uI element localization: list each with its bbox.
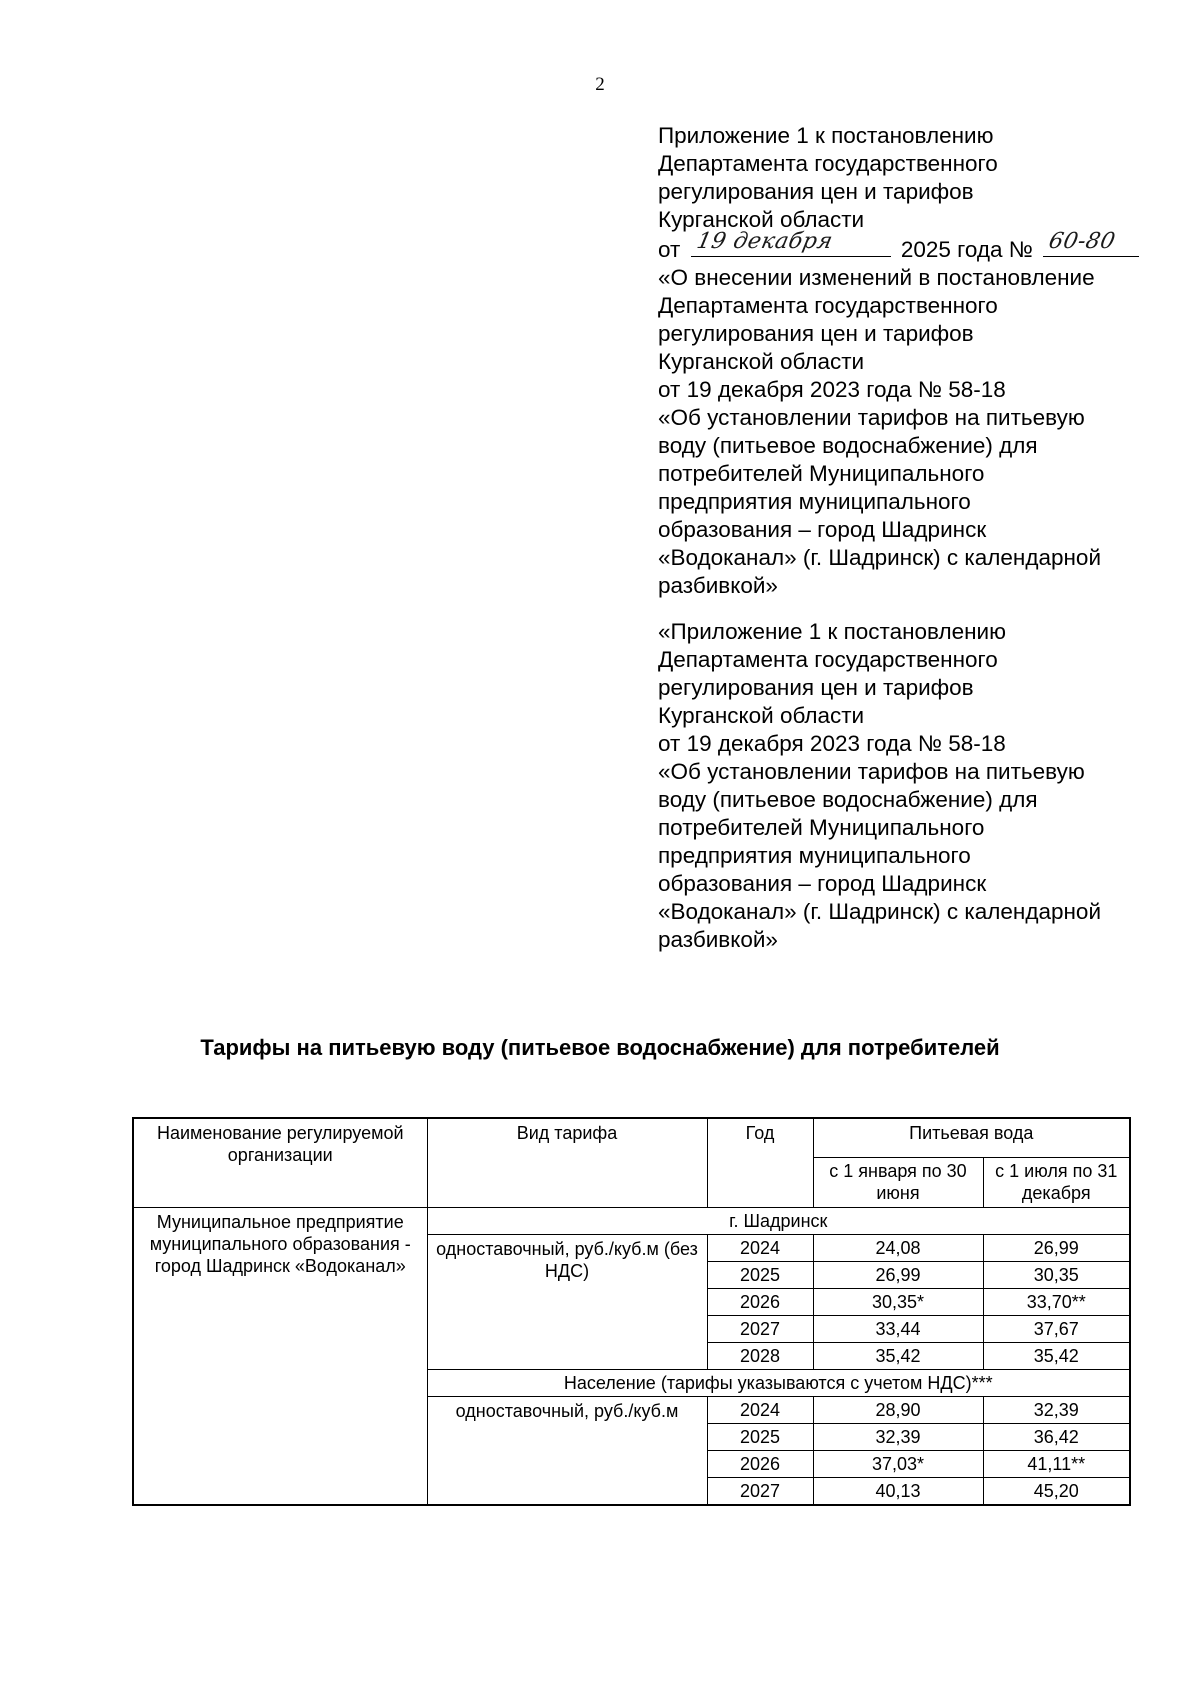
year-cell: 2025	[707, 1262, 813, 1289]
appendix-line: Курганской области	[658, 349, 865, 374]
appendix-line: разбивкой»	[658, 573, 778, 598]
appendix-line: предприятия муниципального	[658, 489, 971, 514]
period-2-value: 26,99	[983, 1235, 1130, 1262]
appendix-line: регулирования цен и тарифов	[658, 675, 974, 700]
period-2-value: 35,42	[983, 1343, 1130, 1370]
appendix-line: образования – город Шадринск	[658, 517, 987, 542]
year-cell: 2028	[707, 1343, 813, 1370]
header-water: Питьевая вода	[813, 1118, 1130, 1158]
appendix-line: от 19 декабря 2023 года № 58-18	[658, 731, 1006, 756]
section-title: г. Шадринск	[427, 1208, 1130, 1235]
organization-cell: Муниципальное предприятие муниципального образования - город Шадринск «Водоканал»	[133, 1208, 427, 1506]
tariff-type-cell: одноставочный, руб./куб.м	[427, 1397, 707, 1506]
page-number: 2	[595, 74, 605, 95]
appendix-line: «Приложение 1 к постановлению	[658, 619, 1006, 644]
appendix-quoted-block	[658, 618, 1178, 954]
appendix-line: регулирования цен и тарифов	[658, 321, 974, 346]
date-prefix: от	[658, 237, 681, 262]
appendix-line: разбивкой»	[658, 927, 778, 952]
year-cell: 2024	[707, 1397, 813, 1424]
appendix-line: «Водоканал» (г. Шадринск) с календарной	[658, 899, 1102, 924]
period-2-value: 32,39	[983, 1397, 1130, 1424]
appendix-line: Департамента государственного	[658, 647, 998, 672]
appendix-line: предприятия муниципального	[658, 843, 971, 868]
header-period-2: с 1 июля по 31 декабря	[983, 1158, 1130, 1208]
period-1-value: 33,44	[813, 1316, 983, 1343]
period-1-value: 24,08	[813, 1235, 983, 1262]
period-2-value: 30,35	[983, 1262, 1130, 1289]
year-cell: 2024	[707, 1235, 813, 1262]
appendix-line: Департамента государственного	[658, 293, 998, 318]
year-cell: 2026	[707, 1451, 813, 1478]
section-title: Население (тарифы указываются с учетом НДС)***	[427, 1370, 1130, 1397]
period-2-value: 36,42	[983, 1424, 1130, 1451]
period-2-value: 37,67	[983, 1316, 1130, 1343]
appendix-line: «Об установлении тарифов на питьевую	[658, 405, 1085, 430]
handwritten-number: 60-80	[1046, 229, 1118, 254]
period-1-value: 32,39	[813, 1424, 983, 1451]
appendix-line: образования – город Шадринск	[658, 871, 987, 896]
year-cell: 2027	[707, 1478, 813, 1506]
appendix-line: «Водоканал» (г. Шадринск) с календарной	[658, 545, 1102, 570]
appendix-line: Департамента государственного	[658, 151, 998, 176]
table-row	[133, 1208, 1130, 1235]
appendix-line: потребителей Муниципального	[658, 461, 985, 486]
year-text: 2025 года №	[900, 237, 1033, 262]
resolution-date-line	[658, 229, 1178, 264]
appendix-line: потребителей Муниципального	[658, 815, 985, 840]
table-title: Тарифы на питьевую воду (питьевое водоснабжение) для потребителей	[200, 1035, 1000, 1060]
appendix-line: «О внесении изменений в постановление	[658, 265, 1095, 290]
period-1-value: 26,99	[813, 1262, 983, 1289]
period-1-value: 30,35*	[813, 1289, 983, 1316]
appendix-line: Приложение 1 к постановлению	[658, 123, 994, 148]
period-2-value: 33,70**	[983, 1289, 1130, 1316]
appendix-line: воду (питьевое водоснабжение) для	[658, 787, 1038, 812]
year-cell: 2025	[707, 1424, 813, 1451]
appendix-header-block	[658, 122, 1178, 600]
year-cell: 2026	[707, 1289, 813, 1316]
appendix-line: Курганской области	[658, 207, 865, 232]
header-org: Наименование регулируемой организации	[133, 1118, 427, 1208]
year-cell: 2027	[707, 1316, 813, 1343]
header-period-1: с 1 января по 30 июня	[813, 1158, 983, 1208]
date-blank	[691, 229, 891, 257]
number-blank	[1043, 229, 1139, 257]
table-header-row	[133, 1118, 1130, 1158]
appendix-line: воду (питьевое водоснабжение) для	[658, 433, 1038, 458]
handwritten-date: 19 декабря	[694, 229, 835, 254]
appendix-line: «Об установлении тарифов на питьевую	[658, 759, 1085, 784]
tariff-type-cell: одноставочный, руб./куб.м (без НДС)	[427, 1235, 707, 1370]
period-1-value: 40,13	[813, 1478, 983, 1506]
period-2-value: 45,20	[983, 1478, 1130, 1506]
period-2-value: 41,11**	[983, 1451, 1130, 1478]
period-1-value: 28,90	[813, 1397, 983, 1424]
appendix-line: Курганской области	[658, 703, 865, 728]
appendix-line: от 19 декабря 2023 года № 58-18	[658, 377, 1006, 402]
period-1-value: 37,03*	[813, 1451, 983, 1478]
header-year: Год	[707, 1118, 813, 1208]
header-tariff-type: Вид тарифа	[427, 1118, 707, 1208]
appendix-line: регулирования цен и тарифов	[658, 179, 974, 204]
tariffs-table	[132, 1117, 1131, 1506]
period-1-value: 35,42	[813, 1343, 983, 1370]
